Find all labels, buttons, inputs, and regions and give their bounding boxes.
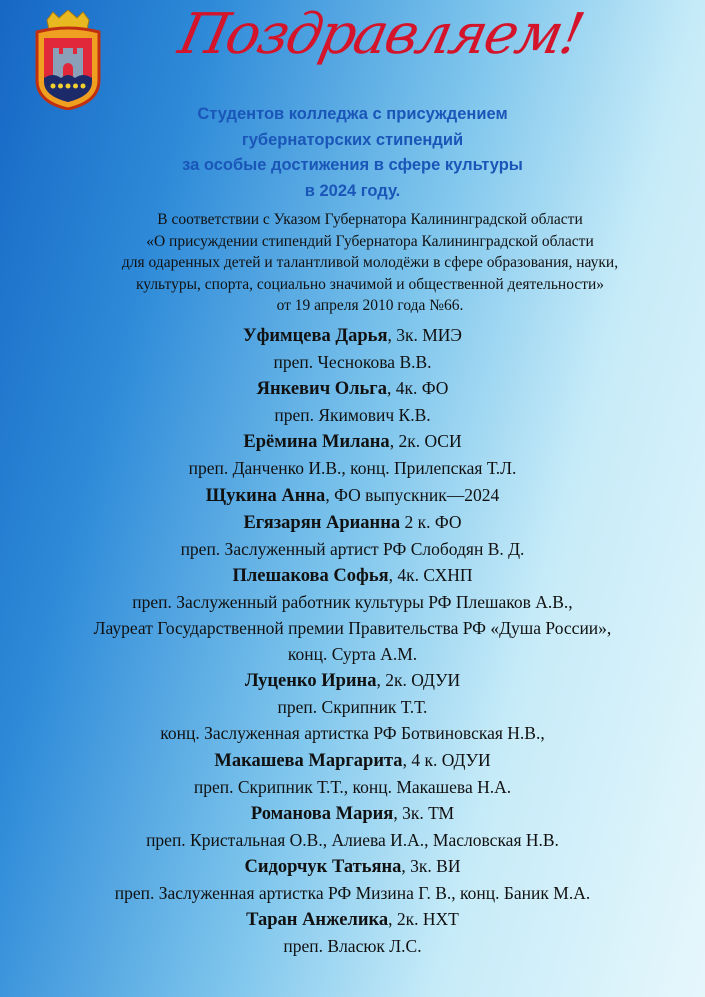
subtitle-line: в 2024 году. bbox=[304, 181, 401, 200]
intro-line: культуры, спорта, социально значимой и общественной деятельности» bbox=[135, 275, 605, 293]
greeting-title: Поздравляем! bbox=[173, 2, 589, 67]
intro-line: для одаренных детей и талантливой молодёжи в сфере образования, науки, bbox=[121, 254, 619, 272]
student-course: , 2к. ОСИ bbox=[389, 431, 462, 452]
student-name: Егязарян Арианна bbox=[243, 512, 401, 533]
students-list bbox=[0, 322, 705, 959]
subtitle-line: Студентов колледжа с присуждением bbox=[197, 105, 508, 123]
student-course: , 3к. МИЭ bbox=[387, 325, 462, 345]
student-entry bbox=[0, 747, 705, 774]
student-course: , 4к. ФО bbox=[386, 378, 449, 399]
student-entry bbox=[0, 906, 705, 933]
intro-line: «О присуждении стипендий Губернатора Калининградской области bbox=[146, 232, 594, 250]
teacher-line: преп. Чеснокова В.В. bbox=[273, 352, 432, 373]
student-name: Таран Анжелика bbox=[246, 910, 389, 931]
teacher-line: преп. Скрипник Т.Т., конц. Макашева Н.А. bbox=[193, 776, 512, 797]
decree-intro bbox=[60, 209, 680, 317]
intro-line: В соответствии с Указом Губернатора Калининградской области bbox=[157, 211, 583, 228]
student-entry bbox=[0, 375, 705, 402]
student-entry bbox=[0, 322, 705, 349]
teacher-line: преп. Данченко И.В., конц. Прилепская Т.Л. bbox=[188, 458, 517, 479]
student-course: , 2к. НХТ bbox=[388, 909, 459, 930]
student-entry bbox=[0, 667, 705, 694]
teacher-line: преп. Заслуженный работник культуры РФ Плешаков А.В., bbox=[132, 591, 573, 612]
student-name: Сидорчук Татьяна bbox=[244, 856, 402, 877]
teacher-line: преп. Заслуженный артист РФ Слободян В. Д. bbox=[180, 538, 525, 559]
student-course: , 3к. ТМ bbox=[393, 802, 455, 823]
student-entry bbox=[0, 482, 705, 509]
subtitle-line: за особые достижения в сфере культуры bbox=[182, 156, 523, 174]
student-name: Луценко Ирина bbox=[244, 671, 377, 692]
student-name: Ерёмина Милана bbox=[243, 432, 390, 453]
student-name: Янкевич Ольга bbox=[256, 379, 387, 400]
student-entry bbox=[0, 562, 705, 589]
teacher-line: Лауреат Государственной премии Правительства РФ «Душа России», bbox=[93, 618, 612, 639]
student-entry bbox=[0, 509, 705, 536]
student-course: , 4к. СХНП bbox=[388, 564, 473, 585]
teacher-line: преп. Скрипник Т.Т. bbox=[277, 697, 428, 718]
subtitle bbox=[100, 102, 605, 204]
teacher-line: конц. Сурта А.М. bbox=[287, 644, 418, 665]
student-course: , 2к. ОДУИ bbox=[376, 670, 461, 691]
teacher-line: преп. Кристальная О.В., Алиева И.А., Масловская Н.В. bbox=[146, 829, 559, 850]
student-name: Макашева Маргарита bbox=[214, 750, 403, 771]
student-entry bbox=[0, 853, 705, 880]
teacher-line: преп. Власюк Л.С. bbox=[283, 936, 422, 957]
student-entry bbox=[0, 428, 705, 455]
teacher-line: преп. Якимович К.В. bbox=[274, 405, 431, 426]
student-name: Щукина Анна bbox=[205, 485, 326, 506]
intro-line: от 19 апреля 2010 года №66. bbox=[276, 297, 464, 315]
student-entry bbox=[0, 800, 705, 827]
coat-of-arms-icon bbox=[33, 10, 103, 110]
student-course: , 4 к. ОДУИ bbox=[402, 749, 491, 770]
student-name: Уфимцева Дарья bbox=[243, 326, 388, 346]
student-course: , ФО выпускник—2024 bbox=[325, 484, 500, 505]
student-course: , 3к. ВИ bbox=[401, 855, 461, 876]
student-course: 2 к. ФО bbox=[400, 511, 462, 532]
teacher-line: преп. Заслуженная артистка РФ Мизина Г. В., конц. Баник М.А. bbox=[114, 882, 591, 903]
teacher-line: конц. Заслуженная артистка РФ Ботвиновская Н.В., bbox=[160, 723, 545, 744]
student-name: Плешакова Софья bbox=[232, 565, 389, 586]
subtitle-line: губернаторских стипендий bbox=[241, 130, 464, 149]
student-name: Романова Мария bbox=[250, 803, 394, 824]
